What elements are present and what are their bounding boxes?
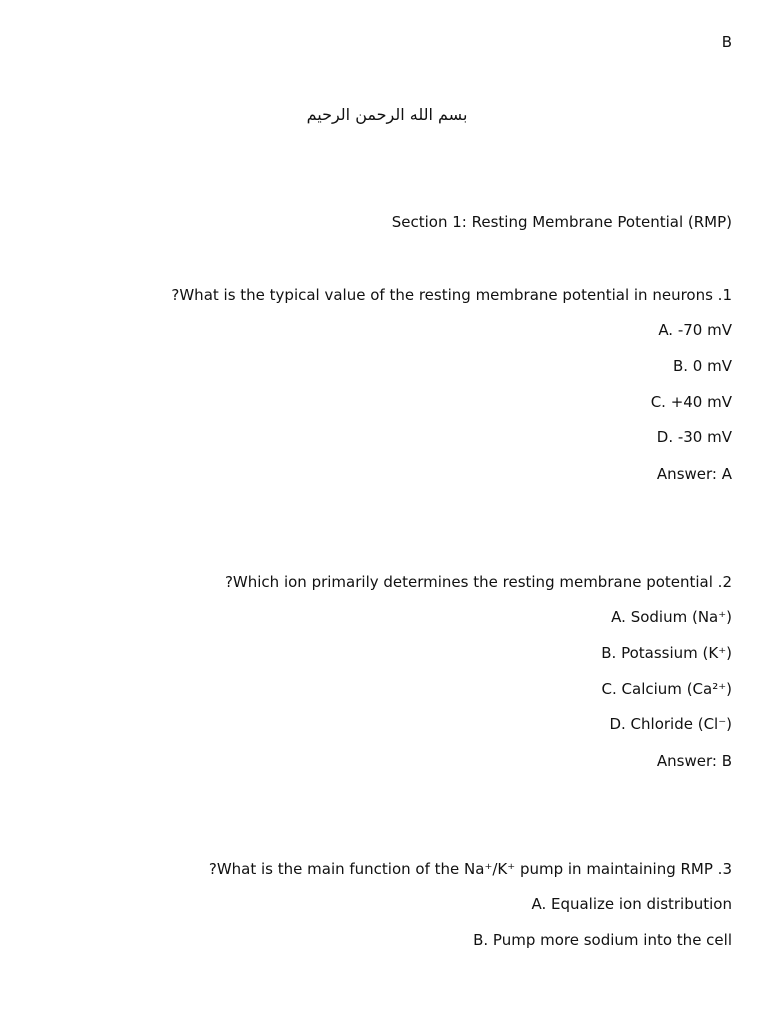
question-1-option-b: B. 0 mV (672, 357, 732, 375)
page-marker: B (721, 33, 732, 51)
question-2-option-a: A. Sodium (Na⁺) (611, 608, 732, 626)
basmala-text: بسم الله الرحمن الرحيم (306, 105, 468, 124)
question-1-option-c: C. +40 mV (650, 393, 732, 411)
question-1-text: ?What is the typical value of the resting membrane potential in neurons .1 (171, 286, 732, 304)
question-1-option-d: D. -30 mV (656, 428, 732, 446)
question-2-text: ?Which ion primarily determines the resting membrane potential .2 (224, 573, 732, 591)
question-3-option-b: B. Pump more sodium into the cell (473, 931, 732, 949)
question-1-answer: Answer: A (656, 465, 732, 483)
question-2-answer: Answer: B (656, 752, 732, 770)
basmala-heading (0, 104, 768, 126)
question-2-option-d: D. Chloride (Cl⁻) (609, 715, 732, 733)
question-2-option-b: B. Potassium (K⁺) (601, 644, 732, 662)
question-1-option-a: A. -70 mV (658, 321, 732, 339)
question-3-text: ?What is the main function of the Na⁺/K⁺ pump in maintaining RMP .3 (208, 860, 732, 878)
question-3-option-a: A. Equalize ion distribution (531, 895, 732, 913)
section-title: Section 1: Resting Membrane Potential (RMP) (391, 213, 732, 231)
question-2-option-c: C. Calcium (Ca²⁺) (601, 680, 732, 698)
